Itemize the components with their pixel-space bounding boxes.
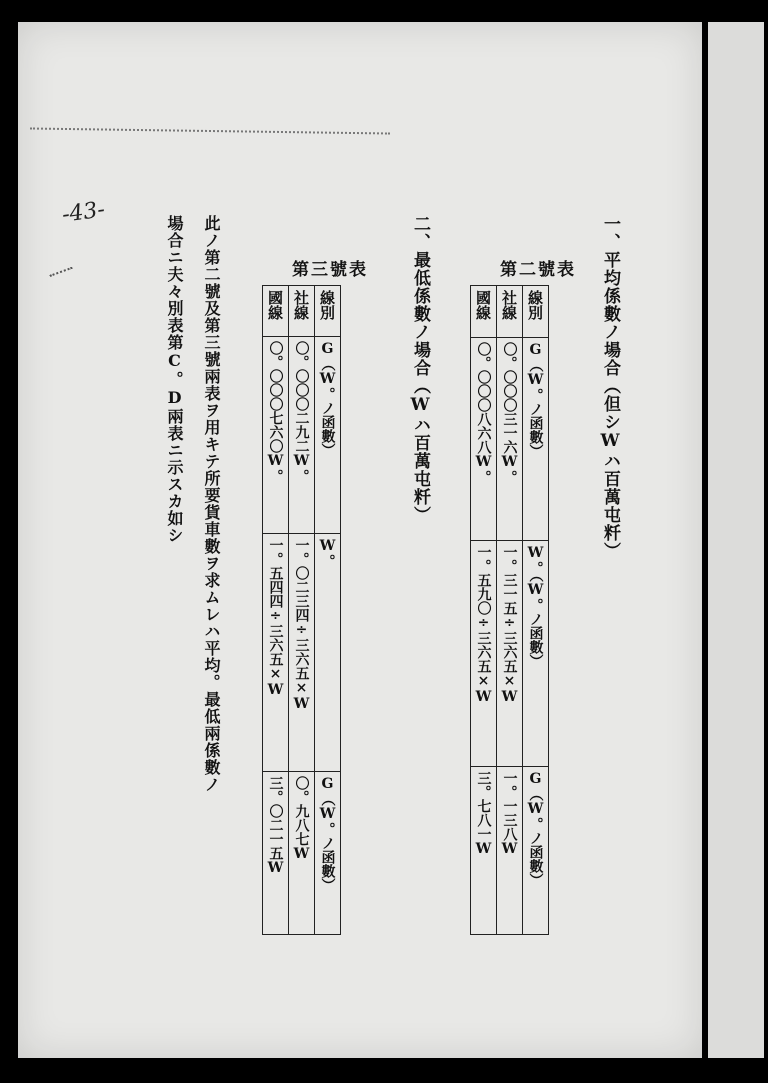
table2-title: 第二號表 — [500, 260, 576, 280]
table3-cell: G（W。ノ函數） — [315, 336, 341, 533]
table2-label: 線別 — [523, 286, 549, 338]
table3-cell: 〇。〇〇〇二九二W。 — [289, 336, 315, 533]
table3-label: 國線 — [263, 286, 289, 337]
table3-cell: 〇。九八七W — [289, 772, 315, 935]
table3-cell: G（W。ノ函數） — [315, 772, 341, 935]
table2-cell: 一。三一五÷三六五×W — [497, 540, 523, 767]
paragraph-line-2: 場合ニ夫々別表第C。D兩表ニ示スカ如シ — [165, 215, 184, 544]
table2-cell: 三。七八一W — [471, 767, 497, 935]
table3-cell: 〇。〇〇〇七六〇W。 — [263, 336, 289, 533]
table2-cell: G（W。ノ函數） — [523, 338, 549, 540]
table2-row-national-line — [471, 286, 497, 935]
section2-heading: 二、最低係數ノ場合（Wハ百萬屯粁） — [410, 215, 430, 524]
table2-row-line-type — [523, 286, 549, 935]
table2-cell: 一。一三八W — [497, 767, 523, 935]
table3 — [262, 285, 341, 935]
paragraph-line-1: 此ノ第二號及第三號兩表ヲ用キテ所要貨車數ヲ求ムレハ平均。最低兩係數ノ — [202, 215, 221, 793]
table3-title: 第三號表 — [292, 260, 368, 280]
table3-cell: 一。五四四÷三六五×W — [263, 533, 289, 771]
table2-label: 國線 — [471, 286, 497, 338]
table3-row-company-line — [289, 286, 315, 935]
section1-heading: 一、平均係數ノ場合（但シWハ百萬屯粁） — [600, 215, 620, 560]
table3-cell: 一。〇二三四÷三六五×W — [289, 533, 315, 771]
table3-label: 社線 — [289, 286, 315, 337]
table2 — [470, 285, 549, 935]
table3-row-line-type — [315, 286, 341, 935]
table3-label: 線別 — [315, 286, 341, 337]
table2-cell: G（W。ノ函數） — [523, 767, 549, 935]
table2-cell: 一。五九〇÷三六五×W — [471, 540, 497, 767]
table2-label: 社線 — [497, 286, 523, 338]
table2-row-company-line — [497, 286, 523, 935]
table3-cell: 三。〇二一五W — [263, 772, 289, 935]
table2-cell: W。（W。ノ函數） — [523, 540, 549, 767]
table3-cell: W。 — [315, 533, 341, 771]
table2-cell: 〇。〇〇〇三一六W。 — [497, 338, 523, 540]
page-number: -43- — [60, 197, 107, 228]
adjacent-page-edge — [708, 22, 764, 1058]
table3-row-national-line — [263, 286, 289, 935]
table2-cell: 〇。〇〇〇八六八W。 — [471, 338, 497, 540]
